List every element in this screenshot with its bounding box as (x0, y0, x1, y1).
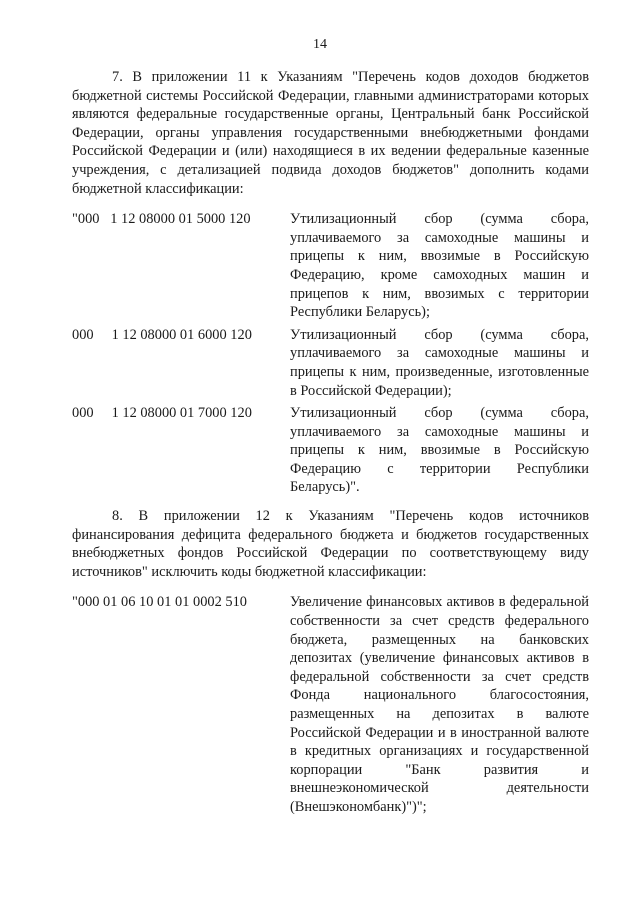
page-number: 14 (313, 37, 327, 52)
code-description: Утилизационный сбор (сумма сбора, уплачиваемого за самоходные машины и прицепы к ним, ввозимые в Российскую Федерацию с территории Республики Беларусь)". (290, 405, 589, 496)
section-7-code-table (72, 210, 589, 497)
section-8-code-table (72, 593, 589, 816)
classification-code: 000 1 12 08000 01 6000 120 (72, 326, 252, 343)
classification-code: 000 1 12 08000 01 7000 120 (72, 405, 252, 422)
code-description: Утилизационный сбор (сумма сбора, уплачиваемого за самоходные машины и прицепы к ним, произведенные, изготовленные в Российской Федерации); (290, 326, 589, 399)
code-description: Утилизационный сбор (сумма сбора, уплачиваемого за самоходные машины и прицепы к ним, ввозимые в Российскую Федерацию, кроме самоходных машин и прицепов к ним, ввозимых с территории Республики Беларусь); (290, 211, 589, 321)
table-row (72, 210, 589, 322)
classification-code: "000 1 12 08000 01 5000 120 (72, 211, 251, 228)
section-7-paragraph: 7. В приложении 11 к Указаниям "Перечень кодов доходов бюджетов бюджетной системы Российской Федерации, главными администраторами которых являются федеральные государственные органы, Центральный банк Российской Федерации, органы управления государственными внебюджетными фондами Российской Федерации и (или) находящиеся в их ведении федеральные казенные учреждения, с детализацией подвида доходов бюджетов" дополнить кодами бюджетной классификации: (72, 69, 589, 197)
document-body (72, 68, 589, 817)
table-row (72, 593, 589, 816)
code-description: Увеличение финансовых активов в федеральной собственности за счет средств федерального бюджета, размещенных на банковских депозитах (увеличение финансовых активов в федеральной собственности за счет средств Фонда национального благосостояния, размещенных на депозитах в валюте Российской Федерации и в иностранной валюте в кредитных организациях и государственной корпорации "Банк развития и внешнеэкономической деятельности (Внешэкономбанк)")"; (290, 594, 589, 815)
classification-code: "000 01 06 10 01 01 0002 510 (72, 594, 247, 611)
section-8-paragraph: 8. В приложении 12 к Указаниям "Перечень кодов источников финансирования дефицита федерального бюджета и бюджетов государственных внебюджетных фондов Российской Федерации по соответствующему виду источников" исключить коды бюджетной классификации: (72, 508, 589, 580)
table-row (72, 404, 589, 497)
table-row (72, 326, 589, 400)
